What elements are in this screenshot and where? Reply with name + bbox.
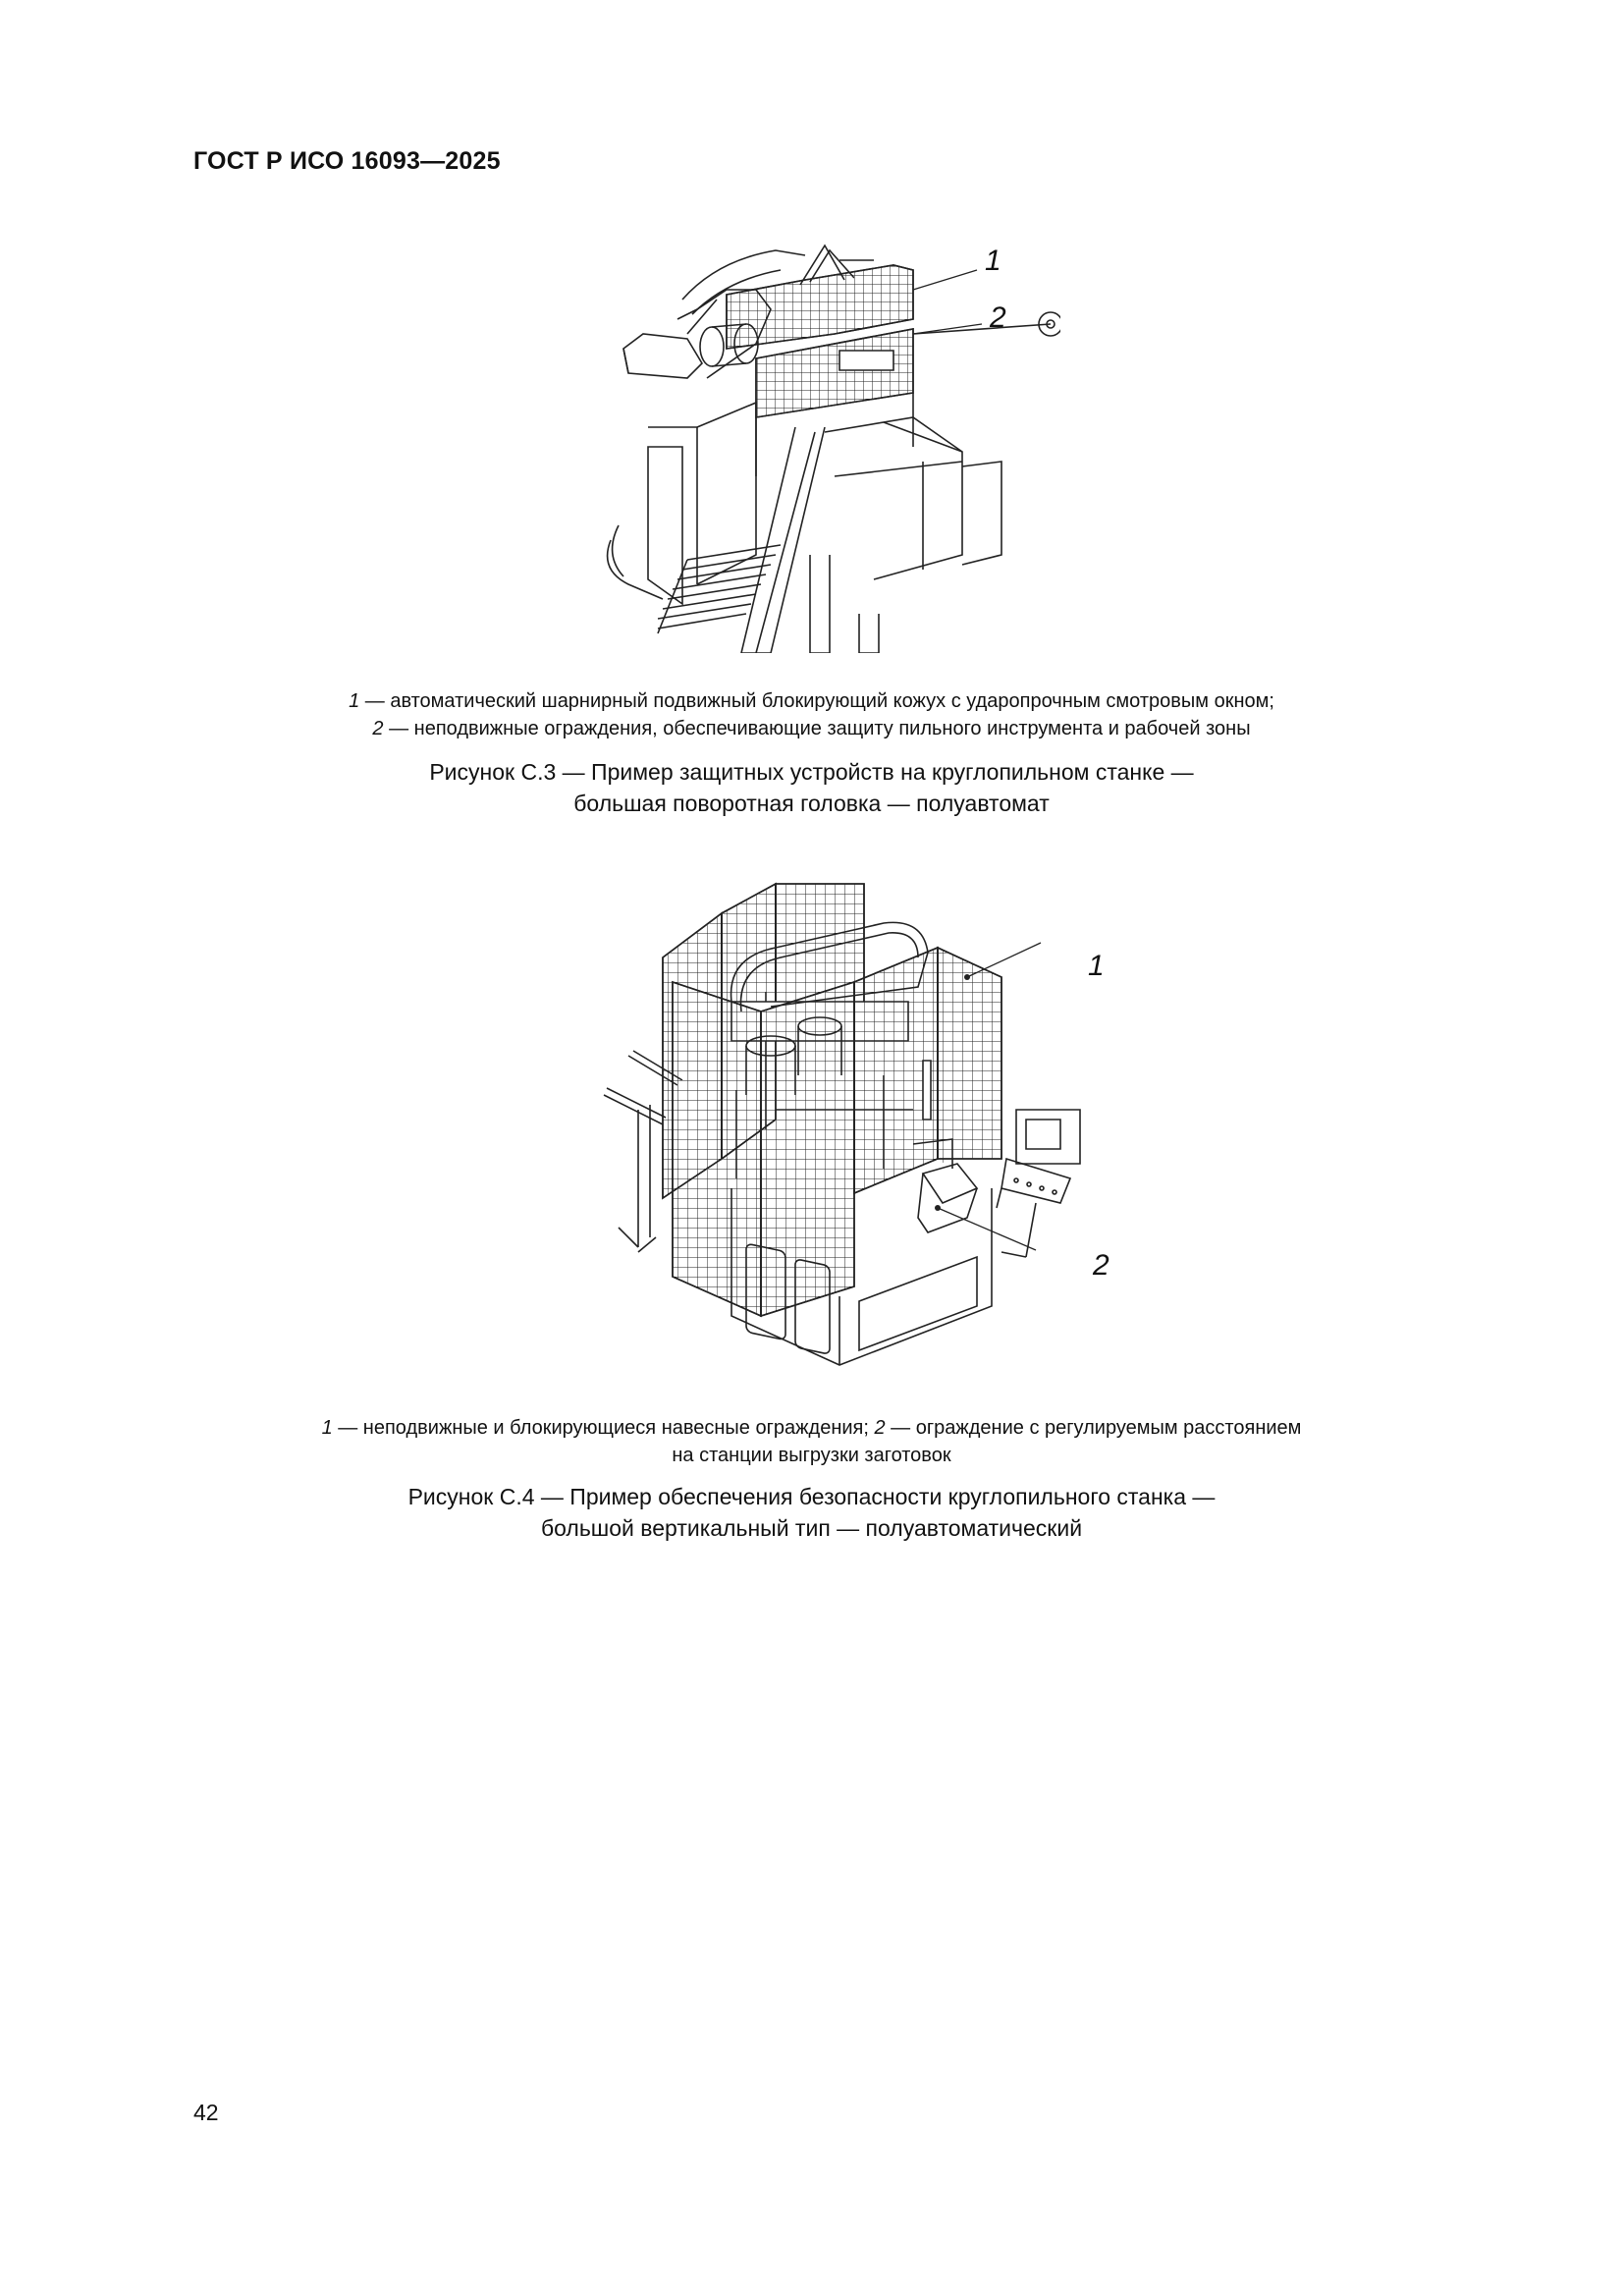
figure-c4-caption [196, 1481, 1427, 1544]
figure-c3-legend-item-1 [196, 687, 1427, 715]
figure-c4-callout-1: 1 [1088, 950, 1105, 982]
legend-number: 2 [874, 1417, 886, 1439]
figure-c3-callout-1: 1 [985, 245, 1001, 277]
legend-text: — неподвижные ограждения, обеспечивающие защиту пильного инструмента и рабочей зоны [383, 718, 1251, 739]
figure-c3-legend-item-2 [196, 715, 1427, 742]
figure-c4-legend-line-2: на станции выгрузки заготовок [672, 1445, 951, 1466]
figure-c4-legend-line-1 [196, 1414, 1427, 1442]
document-header: ГОСТ Р ИСО 16093—2025 [193, 147, 501, 175]
legend-text: — неподвижные и блокирующиеся навесные ограждения; [332, 1417, 875, 1439]
caption-line: Рисунок С.3 — Пример защитных устройств на круглопильном станке — [429, 759, 1194, 785]
figure-c3-legend [196, 687, 1427, 742]
figure-c3-caption [196, 756, 1427, 819]
legend-number: 1 [321, 1417, 333, 1439]
vertical-sawing-machine-enclosure-illustration [579, 864, 1129, 1375]
sawing-machine-rotary-head-illustration [589, 231, 1060, 653]
caption-line: Рисунок С.4 — Пример обеспечения безопасности круглопильного станка — [407, 1484, 1216, 1509]
caption-line: большой вертикальный тип — полуавтоматический [540, 1515, 1083, 1541]
figure-c4-legend [196, 1414, 1427, 1469]
caption-line: большая поворотная головка — полуавтомат [573, 791, 1050, 816]
figure-c4-drawing [579, 864, 1129, 1375]
figure-c3-callout-2: 2 [990, 301, 1006, 334]
legend-text: — ограждение с регулируемым расстоянием [885, 1417, 1302, 1439]
legend-text: — автоматический шарнирный подвижный блокирующий кожух с ударопрочным смотровым окном; [359, 690, 1274, 712]
figure-c3-drawing [589, 231, 1060, 653]
page-number: 42 [193, 2100, 219, 2125]
figure-c4-callout-2: 2 [1093, 1249, 1109, 1282]
legend-number: 2 [372, 718, 384, 739]
legend-number: 1 [349, 690, 360, 712]
